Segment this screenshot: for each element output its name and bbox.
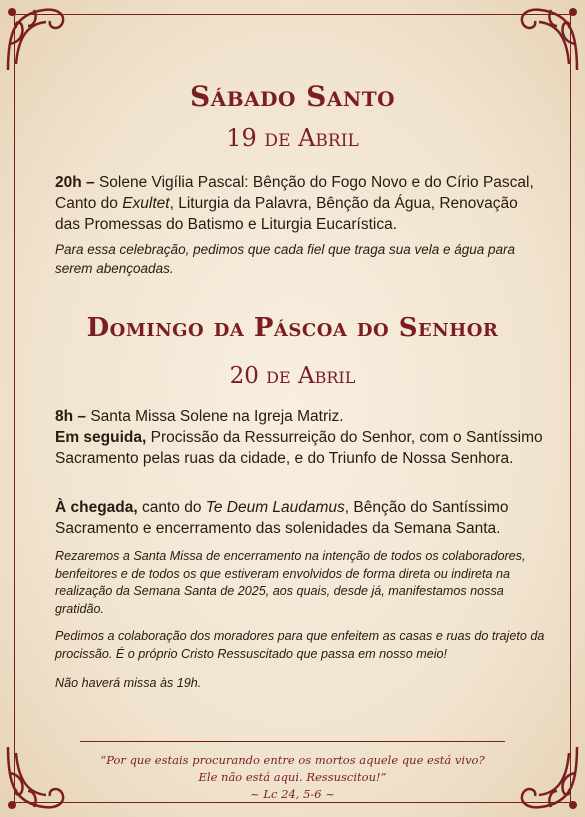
saturday-title: Sábado Santo xyxy=(190,80,395,113)
sunday-title: Domingo da Páscoa do Senhor xyxy=(86,313,499,343)
footer-quote xyxy=(0,752,585,803)
vigil-text-1: Solene Vigília Pascal: Bênção do Fogo Novo e do Círio Pascal, Canto do xyxy=(55,174,534,212)
arrival-text-1: canto do xyxy=(137,499,206,516)
vigil-text-2: , Liturgia da Palavra, Bênção da Água, Renovação das Promessas do Batismo e Liturgia Eucarística. xyxy=(55,195,518,233)
quote-line-1: “Por que estais procurando entre os mortos aquele que está vivo? xyxy=(100,753,485,767)
mass-time: 8h – xyxy=(55,408,87,425)
mass-paragraph xyxy=(55,406,545,469)
sunday-date: 20 de Abril xyxy=(229,363,356,389)
corner-ornament-icon xyxy=(511,4,581,74)
footer-divider xyxy=(80,741,505,742)
sunday-note-1: Rezaremos a Santa Missa de encerramento na intenção de todos os colaboradores, benfeitores e de todos os que estiveram envolvidos de forma direta ou indireta na realização da Semana Santa de 2025, aos quais, desde já, manifestamos nossa gratidão. xyxy=(55,549,526,616)
quote-reference: ~ Lc 24, 5-6 ~ xyxy=(250,787,335,801)
vigil-emph: Exultet xyxy=(122,195,170,212)
arrival-paragraph xyxy=(55,497,545,539)
mass-text: Santa Missa Solene na Igreja Matriz. xyxy=(86,408,344,425)
vigil-paragraph xyxy=(55,172,545,235)
arrival-label: À chegada, xyxy=(55,499,138,516)
next-label: Em seguida, xyxy=(55,429,147,446)
arrival-emph: Te Deum Laudamus xyxy=(205,499,345,516)
saturday-note: Para essa celebração, pedimos que cada fiel que traga sua vela e água para serem abençoadas. xyxy=(55,242,516,276)
quote-line-2: Ele não está aqui. Ressuscitou!” xyxy=(198,770,387,784)
arrival-text-2: , Bênção do Santíssimo Sacramento e encerramento das solenidades da Semana Santa. xyxy=(55,499,509,537)
corner-ornament-icon xyxy=(4,4,74,74)
vigil-time: 20h – xyxy=(55,174,95,191)
sunday-note-2: Pedimos a colaboração dos moradores para que enfeitem as casas e ruas do trajeto da procissão. É o próprio Cristo Ressuscitado que passa em nosso meio! xyxy=(55,629,545,661)
saturday-date: 19 de Abril xyxy=(226,124,359,152)
next-text: Procissão da Ressurreição do Senhor, com o Santíssimo Sacramento pelas ruas da cidade, e do Triunfo de Nossa Senhora. xyxy=(55,429,543,467)
sunday-note-3: Não haverá missa às 19h. xyxy=(55,676,202,690)
